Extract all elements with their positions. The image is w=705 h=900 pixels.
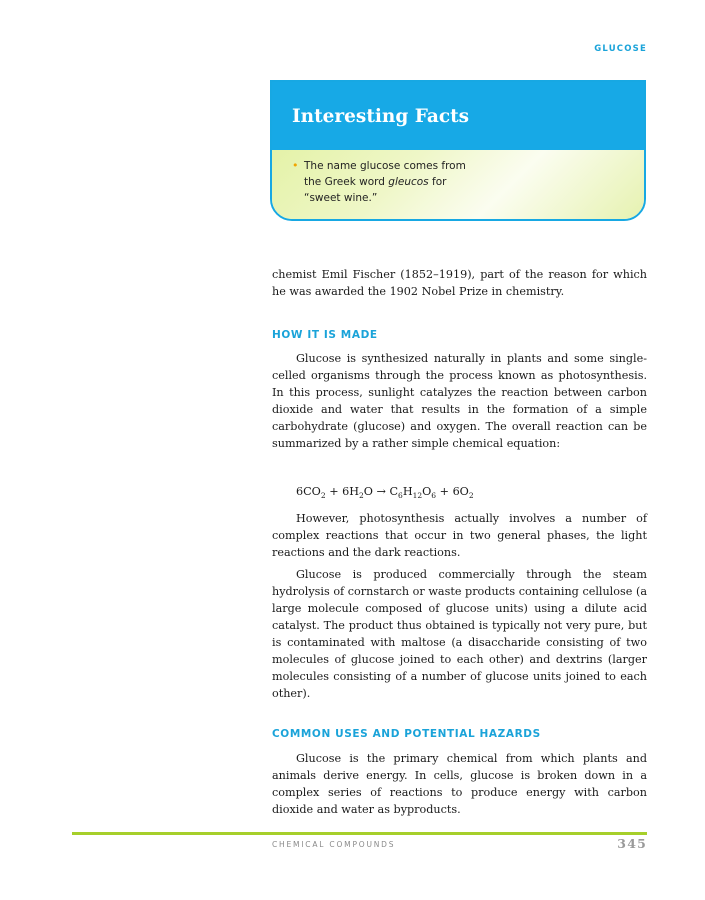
eq-subscript: 12: [412, 491, 423, 501]
page-number: 345: [617, 836, 647, 851]
section-heading-common-uses: COMMON USES AND POTENTIAL HAZARDS: [272, 728, 541, 740]
fact-text-pre: The name glucose comes from the Greek word: [304, 160, 466, 188]
eq-term: + 6H: [325, 485, 360, 498]
eq-term: C: [389, 485, 399, 498]
eq-subscript: 6: [398, 491, 403, 501]
footer-rule: [72, 832, 647, 835]
eq-subscript: 2: [320, 491, 326, 501]
facts-box-header: [272, 82, 644, 150]
body-paragraph: Glucose is the primary chemical from which plants and animals derive energy. In cells, glucose is broken down in a complex series of reactions to produce energy with carbon dioxide and water as byproducts.: [272, 752, 647, 816]
footer-book-title: CHEMICAL COMPOUNDS: [272, 840, 396, 849]
eq-term: H: [402, 485, 413, 498]
eq-subscript: 2: [468, 491, 474, 501]
body-paragraph: However, photosynthesis actually involves a number of complex reactions that occur in two general phases, the light reactions and the dark reactions.: [272, 512, 647, 559]
facts-box-body: [272, 150, 644, 219]
eq-term: O: [363, 485, 373, 498]
interesting-facts-box: [270, 80, 646, 221]
section-heading-how-it-is-made: HOW IT IS MADE: [272, 329, 378, 341]
intro-paragraph: chemist Emil Fischer (1852–1919), part of the reason for which he was awarded the 1902 Nobel Prize in chemistry.: [272, 268, 647, 298]
eq-arrow: →: [372, 485, 390, 498]
eq-term: + 6O: [436, 485, 469, 498]
eq-subscript: 2: [359, 491, 364, 501]
running-head: GLUCOSE: [594, 44, 647, 54]
photosynthesis-equation: [296, 483, 474, 500]
fact-text-greek-word: gleucos: [388, 176, 429, 188]
fact-text-post: for “sweet wine.”: [304, 176, 447, 204]
eq-term: 6CO: [296, 485, 321, 498]
facts-list: [292, 158, 467, 206]
fact-item: [292, 158, 467, 206]
body-paragraph: Glucose is synthesized naturally in plants and some single-celled organisms through the process known as photosynthesis. In this process, sunlight catalyzes the reaction between carbon dioxide and water that results in the formation of a simple carbohydrate (glucose) and oxygen. The overall reaction can be summarized by a rather simple chemical equation:: [272, 352, 647, 450]
body-paragraph: Glucose is produced commercially through the steam hydrolysis of cornstarch or waste products containing cellulose (a large molecule composed of glucose units) using a dilute acid catalyst. The product thus obtained is typically not very pure, but is contaminated with maltose (a disaccharide consisting of two molecules of glucose joined to each other) and dextrins (larger molecules consisting of a number of glucose units joined to each other).: [272, 568, 647, 700]
facts-box-title: Interesting Facts: [292, 106, 470, 127]
eq-subscript: 6: [431, 491, 437, 501]
bullet-icon: •: [292, 159, 299, 172]
eq-term: O: [422, 485, 432, 498]
